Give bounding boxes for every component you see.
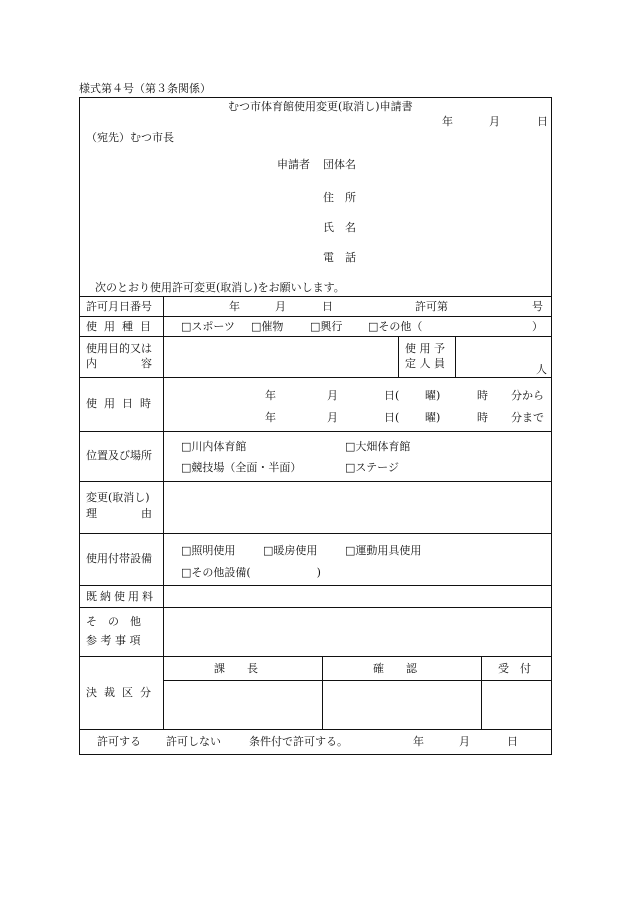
footer-year: 年 (413, 735, 424, 748)
usage-option-event[interactable]: □催物 (251, 320, 284, 333)
location-label: 位置及び場所 (86, 449, 152, 462)
expected-count-label-1: 使 用 予 (405, 342, 445, 355)
addressee: （宛先）むつ市長 (86, 131, 174, 144)
applicant-group-label: 団体名 (323, 158, 356, 171)
rule-fee-bottom (80, 607, 551, 608)
start-weekday: 曜) (425, 389, 441, 402)
rule-reason-bottom (80, 533, 551, 534)
usage-option-other[interactable]: □その他（ (368, 320, 423, 333)
end-minute: 分まで (511, 411, 544, 424)
equipment-label: 使用付帯設備 (86, 552, 152, 565)
end-year: 年 (265, 411, 276, 424)
form-number: 様式第４号（第３条関係） (79, 82, 211, 95)
form-title: むつ市体育館使用変更(取消し)申請書 (228, 100, 413, 113)
equipment-other[interactable]: □その他設備( ) (181, 566, 321, 579)
start-minute: 分から (511, 389, 544, 402)
equipment-heating[interactable]: □暖房使用 (263, 544, 318, 557)
equipment-lighting[interactable]: □照明使用 (181, 544, 236, 557)
expected-count-unit: 人 (536, 363, 547, 376)
rule-decision-col1 (322, 656, 323, 729)
rule-decision-bottom (80, 729, 551, 730)
rule-decision-col2 (481, 656, 482, 729)
rule-purpose-divider (398, 336, 399, 377)
rule-purpose-bottom (80, 377, 551, 378)
rule-header-bottom (80, 296, 551, 297)
location-stadium[interactable]: □競技場（全面・半面） (181, 461, 302, 474)
rule-permit-bottom (80, 316, 551, 317)
datetime-label: 使用日時 (86, 397, 158, 410)
permit-year: 年 (229, 300, 240, 313)
location-stage[interactable]: □ステージ (345, 461, 399, 474)
footer-permit: 許可する (97, 735, 141, 748)
end-month: 月 (327, 411, 338, 424)
reason-label-1: 変更(取消し) (86, 491, 150, 504)
rule-decision-header (164, 680, 551, 681)
decision-col-confirm: 確 認 (373, 662, 417, 675)
rule-count-divider (455, 336, 456, 377)
footer-month: 月 (459, 735, 470, 748)
header-day: 日 (537, 115, 548, 128)
rule-datetime-bottom (80, 431, 551, 432)
permit-number-suffix: 号 (532, 300, 543, 313)
end-day: 日( (384, 411, 400, 424)
expected-count-label-2: 定 人 員 (405, 357, 445, 370)
applicant-address-label: 住 所 (323, 191, 356, 204)
end-hour: 時 (477, 411, 488, 424)
header-year: 年 (442, 115, 453, 128)
start-year: 年 (265, 389, 276, 402)
purpose-label-1: 使用目的又は (86, 342, 152, 355)
decision-col-receipt: 受 付 (498, 662, 531, 675)
location-kawauchi[interactable]: □川内体育館 (181, 440, 247, 453)
usage-option-sports[interactable]: □スポーツ (181, 320, 235, 333)
rule-type-bottom (80, 336, 551, 337)
start-month: 月 (327, 389, 338, 402)
rule-label-column (163, 296, 164, 729)
start-hour: 時 (477, 389, 488, 402)
permit-month: 月 (275, 300, 286, 313)
equipment-sports-gear[interactable]: □運動用具使用 (345, 544, 422, 557)
applicant-name-label: 氏 名 (323, 221, 356, 234)
footer-conditional: 条件付で許可する。 (249, 735, 348, 748)
location-ohata[interactable]: □大畑体育館 (345, 440, 411, 453)
permit-label: 許可月日番号 (86, 300, 152, 313)
header-month: 月 (489, 115, 500, 128)
start-day: 日( (384, 389, 400, 402)
usage-option-show[interactable]: □興行 (310, 320, 343, 333)
reason-label-2: 理 由 (86, 507, 152, 520)
permit-day: 日 (322, 300, 333, 313)
purpose-label-2: 内 容 (86, 357, 152, 370)
permit-no-label: 許可第 (415, 300, 448, 313)
rule-location-bottom (80, 481, 551, 482)
request-text: 次のとおり使用許可変更(取消し)をお願いします。 (95, 281, 345, 294)
paid-fee-label: 既納使用料 (86, 590, 156, 603)
applicant-phone-label: 電 話 (323, 251, 356, 264)
usage-type-label: 使用種目 (86, 320, 158, 333)
notes-label-2: 参 考 事 項 (86, 634, 141, 647)
decision-label: 決裁区分 (86, 686, 158, 699)
applicant-label: 申請者 (277, 158, 310, 171)
footer-deny: 許可しない (166, 735, 221, 748)
end-weekday: 曜) (425, 411, 441, 424)
decision-col-manager: 課 長 (214, 662, 258, 675)
footer-day: 日 (507, 735, 518, 748)
usage-other-close: ） (532, 320, 543, 333)
notes-label-1: そ の 他 (86, 615, 141, 628)
rule-equipment-bottom (80, 585, 551, 586)
